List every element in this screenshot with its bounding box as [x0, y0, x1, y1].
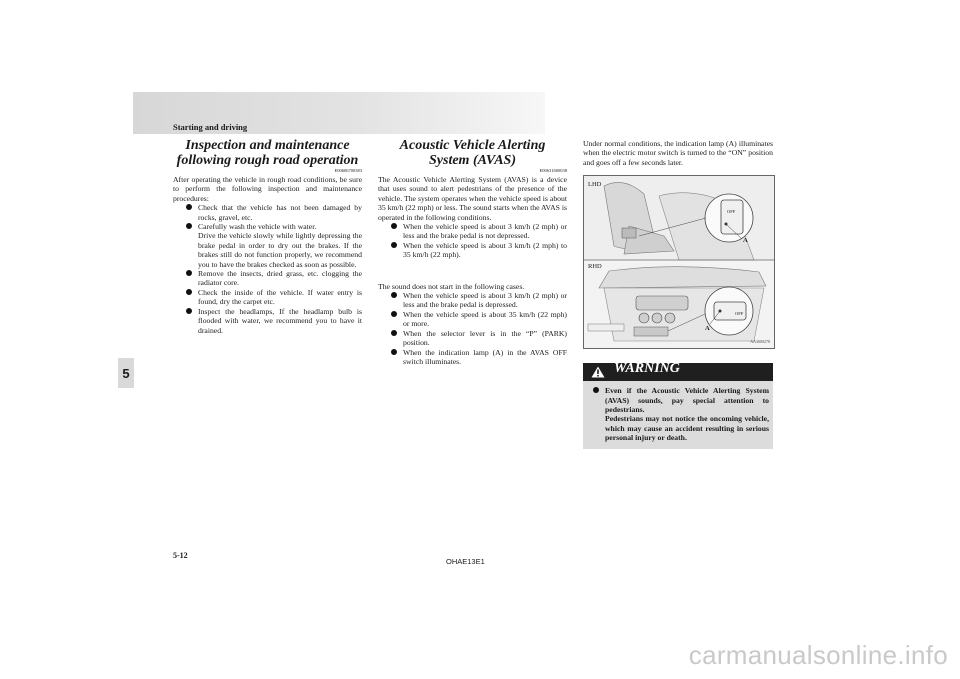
- intro-paragraph: After operating the vehicle in rough road conditions, be sure to perform the following inspection and maintenance procedures:: [173, 175, 362, 203]
- callout-a-label: A: [743, 237, 748, 245]
- list-item: Check the inside of the vehicle. If water entry is found, dry the carpet etc.: [173, 288, 362, 307]
- list-item: When the vehicle speed is about 3 km/h (2 mph) or less and the brake pedal is depressed.: [378, 291, 567, 310]
- section-header-title: Starting and driving: [173, 122, 248, 132]
- document-code: OHAE13E1: [446, 557, 485, 566]
- callout-a-label: A: [705, 325, 710, 333]
- column-rough-road: [173, 138, 362, 335]
- section-code: E00631600038: [539, 168, 567, 173]
- switch-off-text: OFF: [727, 209, 736, 215]
- bullet-icon: [391, 311, 397, 317]
- bullet-icon: [391, 330, 397, 336]
- figure-code: AA3000278: [750, 338, 770, 344]
- wash-note: Drive the vehicle slowly while lightly depressing the brake pedal in order to dry out the brakes. If the brakes still do not function properly, we recommend you to have the brakes checked as soon as possible.: [198, 231, 362, 269]
- bullet-icon: [186, 289, 192, 295]
- bullet-icon: [186, 223, 192, 229]
- bullet-icon: [391, 242, 397, 248]
- bullet-icon: [391, 292, 397, 298]
- page-number: 5-12: [173, 551, 188, 560]
- bullet-icon: [186, 308, 192, 314]
- watermark: carmanualsonline.info: [688, 640, 948, 670]
- list-item: Carefully wash the vehicle with water. Drive the vehicle slowly while lightly depressing the brake pedal in order to dry out the brakes. If the brakes still do not function properly, we recommend you to have the brakes checked as soon as possible.: [173, 222, 362, 269]
- warning-box: [583, 363, 773, 448]
- avas-switch-figure: [583, 175, 775, 349]
- list-item: Inspect the headlamps, If the headlamp bulb is flooded with water, we recommend you to have it drained.: [173, 307, 362, 335]
- bullet-icon: [186, 270, 192, 276]
- switch-off-text: OFF: [735, 311, 744, 317]
- column-avas: [378, 138, 567, 366]
- bullet-icon: [391, 223, 397, 229]
- section-code: E00606700383: [334, 168, 362, 173]
- warning-triangle-icon: [591, 366, 605, 378]
- list-item: Check that the vehicle has not been damaged by rocks, gravel, etc.: [173, 203, 362, 222]
- no-start-list: [378, 291, 567, 366]
- warning-list: [583, 386, 773, 442]
- warning-note: Pedestrians may not notice the oncoming vehicle, which may cause an accident resulting in serious personal injury or death.: [605, 414, 769, 443]
- list-item: When the vehicle speed is about 3 km/h (2 mph) or less and the brake pedal is not depressed.: [378, 222, 567, 241]
- list-item: When the vehicle speed is about 35 km/h (22 mph) or more.: [378, 310, 567, 329]
- list-item: When the selector lever is in the “P” (PARK) position.: [378, 329, 567, 348]
- indicator-paragraph: Under normal conditions, the indication lamp (A) illuminates when the electric motor switch is turned to the “ON” position and goes off a few seconds later.: [583, 139, 773, 167]
- bullet-icon: [593, 387, 599, 393]
- start-conditions-list: [378, 222, 567, 260]
- list-item: Even if the Acoustic Vehicle Alerting System (AVAS) sounds, pay special attention to pedestrians. Pedestrians may not notice the oncoming vehicle, which may cause an accident resulting in serious personal injury or death.: [583, 386, 773, 442]
- list-item: When the indication lamp (A) in the AVAS OFF switch illuminates.: [378, 348, 567, 367]
- rhd-label: RHD: [588, 263, 602, 271]
- heading-rough-road: Inspection and maintenance following rough road operation: [176, 138, 359, 168]
- bullet-icon: [391, 349, 397, 355]
- inspection-list: [173, 203, 362, 335]
- list-item: Remove the insects, dried grass, etc. clogging the radiator core.: [173, 269, 362, 288]
- dashboard-illustration: [584, 176, 774, 348]
- heading-avas: Acoustic Vehicle Alerting System (AVAS): [399, 138, 546, 168]
- lhd-label: LHD: [588, 181, 602, 189]
- column-indicator: [583, 139, 773, 449]
- avas-intro: The Acoustic Vehicle Alerting System (AVAS) is a device that uses sound to alert pedestrians of the presence of the vehicle. The system operates when the vehicle speed is about 35 km/h (22 mph) or less. The sound starts when the AVAS is operated in the following conditions.: [378, 175, 567, 222]
- list-item: When the vehicle speed is about 3 km/h (2 mph) to 35 km/h (22 mph).: [378, 241, 567, 260]
- bullet-icon: [186, 204, 192, 210]
- chapter-tab: 5: [118, 358, 134, 388]
- warning-title: WARNING: [614, 361, 680, 377]
- warning-header: [583, 363, 773, 381]
- no-start-intro: The sound does not start in the following cases.: [378, 281, 525, 291]
